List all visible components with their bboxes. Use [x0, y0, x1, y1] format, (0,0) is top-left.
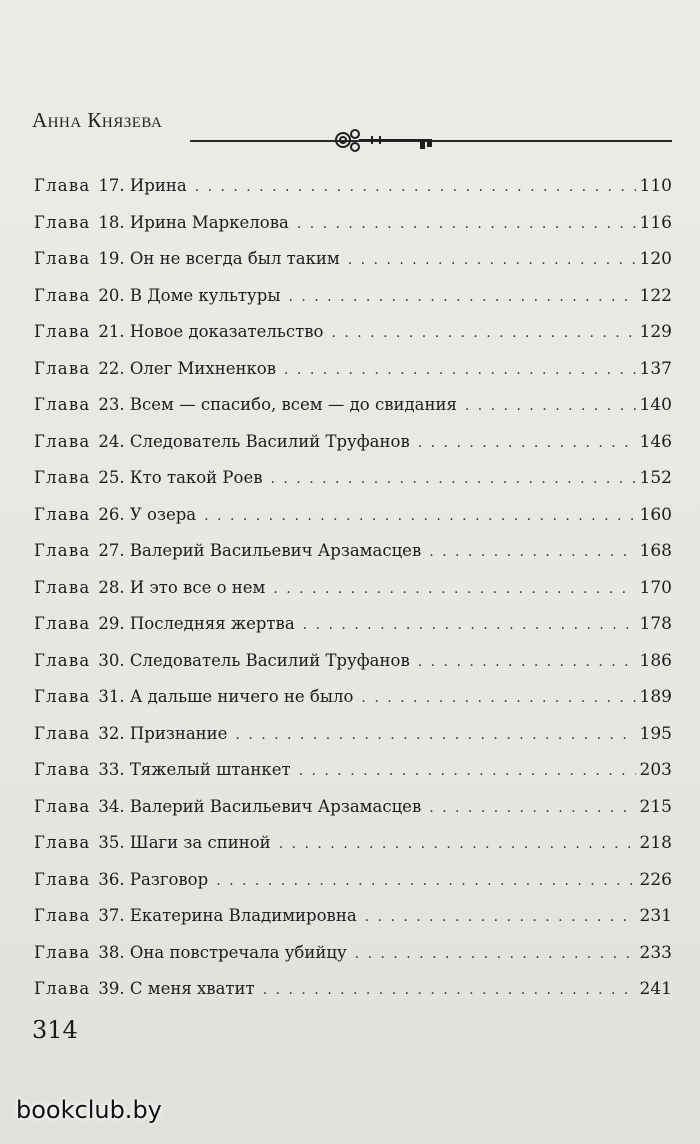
chapter-page: 146: [639, 431, 672, 452]
toc-row: [34, 424, 672, 461]
dot-leader: [235, 717, 635, 754]
chapter-label: Глава: [34, 285, 91, 305]
chapter-number: 38.: [98, 942, 125, 962]
chapter-page: 231: [639, 906, 672, 926]
toc-row: [34, 278, 672, 315]
toc-row: [34, 241, 672, 278]
chapter-number: 20.: [98, 285, 125, 305]
key-icon: [332, 126, 442, 156]
chapter-number: 21.: [98, 322, 125, 341]
toc-row: [34, 533, 672, 570]
chapter-page: 168: [639, 541, 672, 561]
toc-row: [34, 862, 672, 899]
chapter-page: 195: [639, 723, 672, 744]
chapter-label: Глава: [34, 687, 91, 706]
chapter-title: Валерий Васильевич Арзамасцев: [129, 541, 422, 560]
chapter-number: 26.: [98, 504, 125, 524]
dot-leader: [204, 498, 635, 535]
chapter-title: Шаги за спиной: [129, 833, 271, 852]
chapter-number: 35.: [98, 833, 125, 852]
chapter-page: 120: [639, 249, 672, 269]
chapter-number: 17.: [98, 176, 125, 195]
page-number: 314: [32, 1016, 78, 1044]
chapter-number: 28.: [98, 577, 125, 597]
chapter-number: 32.: [98, 723, 125, 743]
chapter-label: Глава: [34, 833, 91, 852]
chapter-label: Глава: [34, 577, 91, 597]
chapter-label: Глава: [34, 431, 91, 451]
author-name: Анна Князева: [32, 108, 163, 132]
chapter-label: Глава: [34, 650, 91, 670]
chapter-number: 36.: [98, 869, 125, 889]
chapter-number: 29.: [98, 614, 125, 633]
chapter-page: 233: [639, 942, 672, 963]
chapter-page: 218: [639, 833, 672, 853]
dot-leader: [465, 388, 636, 425]
chapter-page: 140: [639, 395, 672, 415]
chapter-page: 215: [639, 796, 672, 817]
chapter-title: Признание: [129, 723, 228, 743]
chapter-number: 24.: [98, 431, 125, 451]
dot-leader: [195, 169, 636, 206]
chapter-label: Глава: [34, 614, 91, 633]
chapter-title: Екатерина Владимировна: [129, 906, 357, 925]
chapter-label: Глава: [34, 796, 91, 816]
chapter-number: 39.: [98, 979, 125, 998]
chapter-page: 122: [639, 285, 672, 306]
toc-row: [34, 351, 672, 388]
chapter-number: 33.: [98, 760, 125, 779]
chapter-label: Глава: [34, 723, 91, 743]
chapter-page: 226: [639, 869, 672, 890]
chapter-page: 137: [639, 358, 672, 379]
chapter-label: Глава: [34, 942, 91, 962]
dot-leader: [365, 899, 636, 936]
chapter-title: Кто такой Роев: [129, 468, 263, 487]
dot-leader: [271, 461, 636, 498]
dot-leader: [288, 279, 635, 316]
chapter-number: 19.: [98, 249, 125, 268]
toc-row: [34, 935, 672, 972]
dot-leader: [418, 425, 636, 462]
chapter-page: 129: [639, 322, 672, 342]
dot-leader: [429, 534, 635, 571]
toc-row: [34, 679, 672, 716]
chapter-title: Олег Михненков: [129, 358, 277, 378]
chapter-title: И это все о нем: [129, 577, 266, 597]
chapter-label: Глава: [34, 760, 91, 779]
dot-leader: [331, 315, 635, 352]
chapter-title: Он не всегда был таким: [129, 249, 340, 268]
chapter-label: Глава: [34, 249, 91, 268]
chapter-title: У озера: [129, 504, 197, 524]
chapter-page: 178: [639, 614, 672, 634]
dot-leader: [273, 571, 635, 608]
chapter-title: Тяжелый штанкет: [129, 760, 291, 779]
watermark: bookclub.by: [16, 1096, 162, 1124]
chapter-number: 25.: [98, 468, 125, 487]
chapter-number: 31.: [98, 687, 125, 706]
chapter-number: 18.: [98, 212, 125, 232]
chapter-title: Валерий Васильевич Арзамасцев: [129, 796, 422, 816]
chapter-page: 152: [639, 468, 672, 488]
chapter-number: 22.: [98, 358, 125, 378]
toc-row: [34, 570, 672, 607]
chapter-title: Ирина Маркелова: [129, 212, 289, 232]
table-of-contents: [34, 168, 672, 1008]
chapter-label: Глава: [34, 468, 91, 487]
chapter-label: Глава: [34, 541, 91, 560]
chapter-title: Следователь Василий Труфанов: [129, 431, 410, 451]
dot-leader: [216, 863, 635, 900]
chapter-title: Всем — спасибо, всем — до свидания: [129, 395, 457, 414]
dot-leader: [418, 644, 636, 681]
dot-leader: [284, 352, 636, 389]
chapter-page: 110: [639, 176, 672, 196]
toc-row: [34, 314, 672, 351]
dot-leader: [348, 242, 636, 279]
toc-row: [34, 387, 672, 424]
dot-leader: [303, 607, 636, 644]
chapter-number: 27.: [98, 541, 125, 560]
chapter-title: Разговор: [129, 869, 209, 889]
chapter-page: 241: [639, 979, 672, 999]
toc-row: [34, 971, 672, 1008]
toc-row: [34, 497, 672, 534]
dot-leader: [299, 753, 636, 790]
dot-leader: [279, 826, 636, 863]
chapter-label: Глава: [34, 906, 91, 925]
chapter-title: Она повстречала убийцу: [129, 942, 347, 962]
chapter-label: Глава: [34, 504, 91, 524]
chapter-label: Глава: [34, 212, 91, 232]
chapter-label: Глава: [34, 979, 91, 998]
chapter-number: 37.: [98, 906, 125, 925]
toc-row: [34, 168, 672, 205]
toc-row: [34, 752, 672, 789]
chapter-title: В Доме культуры: [129, 285, 281, 305]
chapter-page: 186: [639, 650, 672, 671]
chapter-title: А дальше ничего не было: [129, 687, 354, 706]
toc-row: [34, 205, 672, 242]
chapter-label: Глава: [34, 322, 91, 341]
toc-row: [34, 643, 672, 680]
dot-leader: [429, 790, 635, 827]
chapter-page: 203: [639, 760, 672, 780]
dot-leader: [263, 972, 636, 1009]
toc-row: [34, 825, 672, 862]
chapter-number: 30.: [98, 650, 125, 670]
chapter-label: Глава: [34, 869, 91, 889]
toc-row: [34, 898, 672, 935]
chapter-page: 189: [639, 687, 672, 707]
chapter-page: 116: [639, 212, 672, 233]
chapter-number: 23.: [98, 395, 125, 414]
chapter-number: 34.: [98, 796, 125, 816]
toc-row: [34, 606, 672, 643]
chapter-label: Глава: [34, 358, 91, 378]
chapter-title: С меня хватит: [129, 979, 255, 998]
running-header: [32, 98, 672, 158]
chapter-label: Глава: [34, 395, 91, 414]
chapter-label: Глава: [34, 176, 91, 195]
toc-row: [34, 460, 672, 497]
dot-leader: [297, 206, 636, 243]
chapter-title: Ирина: [129, 176, 187, 195]
dot-leader: [361, 680, 635, 717]
chapter-title: Новое доказательство: [129, 322, 324, 341]
chapter-page: 170: [639, 577, 672, 598]
chapter-title: Последняя жертва: [129, 614, 295, 633]
chapter-title: Следователь Василий Труфанов: [129, 650, 410, 670]
dot-leader: [355, 936, 636, 973]
chapter-page: 160: [639, 504, 672, 525]
toc-row: [34, 716, 672, 753]
toc-row: [34, 789, 672, 826]
